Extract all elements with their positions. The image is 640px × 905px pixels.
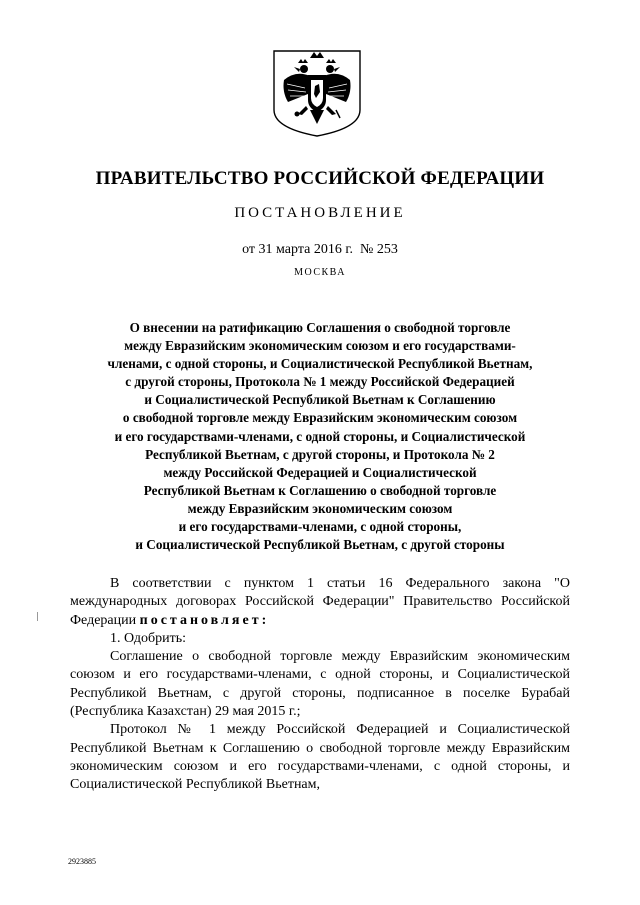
preamble-paragraph [70, 575, 570, 630]
document-number: 2923885 [68, 857, 96, 866]
document-type: ПОСТАНОВЛЕНИЕ [234, 205, 406, 221]
subject-line: членами, с одной стороны, и Социалистической Республикой Вьетнам, [107, 356, 533, 372]
decree-date-line [0, 242, 640, 258]
subject-line: и Социалистической Республикой Вьетнам, с другой стороны [135, 537, 505, 553]
decree-body [70, 575, 570, 794]
agreement-paragraph: Соглашение о свободной торговле между Евразийским экономическим союзом и его государствами-членами, с одной стороны, и Социалистической Республикой Вьетнам, с другой стороны, подписанное в поселке Бурабай (Республика Казахстан) 29 мая 2015 г.; [70, 649, 570, 720]
subject-line: между Евразийским экономическим союзом [187, 500, 453, 516]
subject-line: о свободной торговле между Евразийским экономическим союзом [122, 410, 518, 426]
subject-line: и его государствами-членами, с одной стороны, и Социалистической [114, 428, 526, 444]
russian-double-headed-eagle-emblem-icon [270, 48, 364, 138]
city: МОСКВА [294, 267, 346, 278]
subject-line: между Евразийским экономическим союзом и его государствами- [124, 338, 516, 354]
decree-number: № 253 [360, 242, 398, 257]
subject-line: Республикой Вьетнам к Соглашению о свободной торговле [143, 482, 497, 498]
protocol-1-paragraph: Протокол № 1 между Российской Федерацией и Социалистической Республикой Вьетнам к Соглашению о свободной торговле между Евразийским экономическим союзом и его государствами-членами, с одной стороны, и Социалистической Республикой Вьетнам, [70, 722, 570, 793]
subject-line: и его государствами-членами, с одной стороны, [178, 519, 462, 535]
decree-subject [40, 319, 600, 554]
item-1: 1. Одобрить: [110, 630, 187, 646]
preamble-text: В соответствии с пунктом 1 статьи 16 Федерального закона "О международных договорах Российской Федерации" Правительство Российской Федерации [70, 576, 570, 628]
subject-line: между Российской Федерацией и Социалистической [163, 464, 477, 480]
subject-line: Республикой Вьетнам, с другой стороны, и Протокола № 2 [145, 446, 495, 462]
margin-mark [37, 612, 38, 621]
government-title: ПРАВИТЕЛЬСТВО РОССИЙСКОЙ ФЕДЕРАЦИИ [95, 168, 545, 189]
subject-line: О внесении на ратификацию Соглашения о свободной торговле [129, 320, 511, 335]
decrees-word: постановляет: [139, 612, 270, 628]
decree-date: от 31 марта 2016 г. [242, 242, 354, 257]
subject-line: и Социалистической Республикой Вьетнам к Соглашению [144, 392, 496, 408]
subject-line: с другой стороны, Протокола № 1 между Российской Федерацией [125, 374, 515, 390]
